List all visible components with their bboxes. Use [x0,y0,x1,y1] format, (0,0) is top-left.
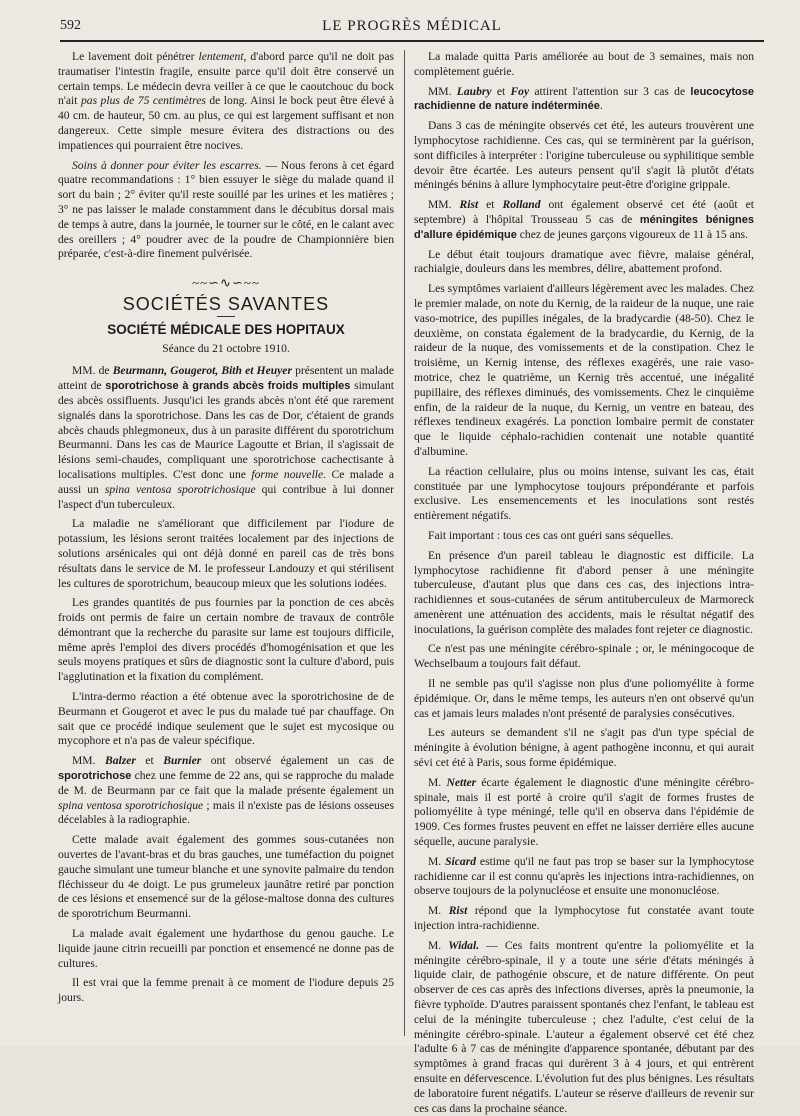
article-paragraph: Les grandes quantités de pus fournies par la ponction de ces abcès froids ont permis de faire un certain nombre de travaux de contrôle démontrant que la recherche du parasite sur lame est toujours difficile, même après l'emploi des divers procédés d'homogénisation et que les seuls moyens pratiques et sûrs de diagnostic sont la culture d'abord, puis l'agglutination et la fixation du complément. [58,596,394,684]
article-paragraph: MM. Laubry et Foy attirent l'attention sur 3 cas de leucocytose rachidienne de nature indéterminée. [414,84,754,113]
article-paragraph: Fait important : tous ces cas ont guéri sans séquelles. [428,528,674,542]
article-paragraph: La maladie ne s'améliorant que difficilement par l'iodure de potassium, les lésions seront traitées localement par des injections de solutions arsénicales qui ont déjà donné en pareil cas de très bons résultats dans le service de M. le professeur Landouzy et qui stérilisent les cultures de sporotrichum, beaucoup mieux que les solutions iodées. [58,517,394,590]
article-paragraph: M. Sicard estime qu'il ne faut pas trop se baser sur la lymphocytose rachidienne car il est connu qu'après les injections intra-rachidiennes, on observe toujours de la polynucléose et ensuite une mononucléose. [414,854,755,898]
left-column [58,50,394,1040]
article-paragraph: La malade quitta Paris améliorée au bout de 3 semaines, mais non complètement guérie. [414,50,754,78]
page-header [60,16,764,44]
article-paragraph: MM. Balzer et Burnier ont observé également un cas de sporotrichose chez une femme de 22 ans, qui se rapproche du malade de M. de Beurmann par ce fait que la malade présente également un spina ventosa sporotrichosique ; mais il n'existe pas de lésions osseuses décelables à la radiographie. [58,754,394,827]
article-paragraph: La réaction cellulaire, plus ou moins intense, suivant les cas, était constituée par une lymphocytose toujours prépondérante et parfois exclusive. Les ensemencements et les inoculations sont restés entièrement négatifs. [414,464,754,523]
page-number: 592 [60,18,81,33]
right-column [414,50,755,1115]
article-paragraph: M. Rist répond que la lymphocytose fut constatée avant toute injection intra-rachidienne. [414,904,754,933]
title-separator [217,316,235,317]
column-divider [404,50,405,1036]
section-flourish: ~~∽∿∽~~ [192,275,260,291]
society-title: SOCIÉTÉ MÉDICALE DES HOPITAUX [107,321,345,337]
article-paragraph: Les symptômes variaient d'ailleurs légèrement avec les malades. Chez le premier malade, on note du Kernig, de la raideur de la nuque, une raie vaso-motrice, des pupilles inégales, de la bradycardie (48-50). Chez le deuxième, on constata également de la bradycardie, du Kernig, de la raideur de la nuque, des vomissements et de la constipation. Chez le troisième, un Kernig intense, des réflexes exagérés, une raie vaso-motrice, chez le quatrième, un Kernig très accentué, une inégalité pupillaire, des réflexes diminués, des vomissements. Chez le cinquième enfin, de la raideur de la nuque, du Kernig, un ventre en bateau, des réflexes tendineux exagérés. La ponction lombaire permit de constater que le liquide céphalo-rachidien contenait une notable quantité d'albumine. [414,282,754,458]
article-paragraph: La malade avait également une hydarthose du genou gauche. Le liquide jaune citrin recueilli par ponction et ensemencé ne donne pas de cultures. [58,927,394,970]
article-paragraph: En présence d'un pareil tableau le diagnostic est difficile. La lymphocytose rachidienne fit d'abord penser à une méningite tuberculeuse, d'autant plus que dans ces cas, des injections intra-rachidiennes et sous-cutanées de sérum antituberculeux de Marmoreck amenèrent une atténuation des accidents, mais le résultat négatif des inoculations, la guérison complète des malades font rejeter ce diagnostic. [414,548,754,636]
bedsore-paragraph: Soins à donner pour éviter les escarres. — Nous ferons à cet égard quatre recommandations : 1° bien essuyer le siège du malade quand il sort du bain ; 2° éviter qu'il reste souillé par les urines et les matières ; 3° ne pas laisser le malade constamment dans le décubitus dorsal mais de temps à autre, dans la journée, le tourner sur le côté, en le calant avec des oreillers ; 4° poudrer avec de la poudre de Championnière bien préparée, c'est-à-dire finement pulvérisée. [58,158,394,261]
article-paragraph: Dans 3 cas de méningite observés cet été, les auteurs trouvèrent une lymphocytose rachidienne. Ces cas, qui se terminèrent par la guérison, sont difficiles à interpréter : l'origine tuberculeuse ou syphilitique semble devoir être écartée. Les auteurs pensent qu'il s'agit là plutôt d'états méningés bénins à allure lymphocytaire peut-être d'origine grippale. [414,119,754,192]
article-paragraph: Cette malade avait également des gommes sous-cutanées non ouvertes de l'avant-bras et du bras gauches, une tuméfaction du poignet gauche simulant une tumeur blanche et une synovite palmaire du tendon fléchisseur du 4e doigt. Le pus grumeleux jaunâtre retiré par ponction de ces lésions et ensemencé sur de la gélose-maltose donna des cultures de sporotrichum Beurmanni. [58,833,394,921]
article-paragraph: MM. de Beurmann, Gougerot, Bith et Heuyer présentent un malade atteint de sporotrichose à grands abcès froids multiples simulant des abcès ossifluents. Jusqu'ici les grands abcès n'ont été que rarement signalés dans la sporotrichose. Dans les cas de Dor, c'étaient de grands abcès chauds phlegmoneux, dus à un parasite différent du sporotrichum Beurmanni. Dans les cas de Maurice Lagoutte et Brian, il s'agissait de lésions semi-chaudes, compliquant une sporotrichose cachectisante à localisations multiples. C'est donc une forme nouvelle. Ce malade a aussi un spina ventosa sporotrichosique qui contribue à lui donner l'aspect d'un tuberculeux. [58,364,395,511]
header-rule [60,40,764,42]
section-title: SOCIÉTÉS SAVANTES [122,293,330,314]
article-paragraph: L'intra-dermo réaction a été obtenue avec la sporotrichosine de de Beurmann et Gougerot et avec le pus du malade tué par chauffage. On sait que ce procédé indique seulement que le sujet est mycosique ou mycophore et n'a pas de valeur spécifique. [58,690,394,748]
session-date: Séance du 21 octobre 1910. [162,342,290,355]
article-paragraph: MM. Rist et Rolland ont également observé cet été (août et septembre) à l'hôpital Trousseau 5 cas de méningites bénignes d'allure épidémique chez de jeunes garçons vigoureux de 11 à 15 ans. [414,198,754,241]
article-paragraph: Il ne semble pas qu'il s'agisse non plus d'une poliomyélite à forme épidémique. Or, dans le même temps, les auteurs n'en ont observé qu'un cas et jamais leurs malades n'ont présenté de paralysies consécutives. [414,677,754,720]
article-paragraph: M. Widal. — Ces faits montrent qu'entre la poliomyélite et la méningite cérébro-spinale, il y a toute une série d'états méningés à liquide clair, de pathogénie obscure, et de nature différente. On peut observer de ces cas après des infections diverses, après la pneumonie, la fièvre typhoïde. D'autres paraissent spontanés chez l'enfant, le tableau est celui de la méningite tuberculeuse ; chez l'adulte, c'est celui de la méningite cérébro-spinale. L'auteur a également observé cet été chez l'adulte 6 à 7 cas de méningite d'apparence spontanée, débutant par des symptômes à grand fracas qui durèrent 3 à 4 jours, et qui entrèrent ensuite en défervescence. L'évolution fut des plus bénignes. Les résultats de laboratoire furent négatifs. L'auteur se réserve d'ailleurs de revenir sur ces cas dans la prochaine séance. [414,938,755,1115]
article-paragraph: Les auteurs se demandent s'il ne s'agit pas d'un type spécial de méningite à évolution bénigne, à agent pathogène inconnu, et qui aurait sévi cet été à Paris, sous forme épidémique. [414,726,754,770]
article-paragraph: Il est vrai que la femme prenait à ce moment de l'iodure depuis 25 jours. [58,976,394,1005]
article-paragraph: Le début était toujours dramatique avec fièvre, malaise général, rachialgie, douleurs dans les membres, délire, abattement profond. [414,247,754,276]
enema-paragraph: Le lavement doit pénétrer lentement, d'abord parce qu'il ne doit pas traumatiser l'intestin fragile, ensuite parce qu'il doit être conservé un certain temps. Le médecin devra veiller à ce que le caoutchouc du bock n'ait pas plus de 75 centimètres de long. Ainsi le bock peut être élevé à 40 cm. de hauteur, 50 cm. au plus, ce qui est largement suffisant et non dangereux. Cette simple mesure évitera des distractions ou des impatiences qui pourraient être nocives. [58,50,395,152]
journal-title: LE PROGRÈS MÉDICAL [322,18,502,34]
article-paragraph: Ce n'est pas une méningite cérébro-spinale ; or, le méningocoque de Wechselbaum a toujours fait défaut. [414,642,754,671]
article-paragraph: M. Netter écarte également le diagnostic d'une méningite cérébro-spinale, mais il est porté à croire qu'il s'agit de formes frustes de poliomyélite à type méningé, telle qu'il en observa dans l'épidémie de 1909. Ces formes frustes peuvent en effet ne laisser derrière elles aucune séquelle, aucune paralysie. [414,775,755,849]
